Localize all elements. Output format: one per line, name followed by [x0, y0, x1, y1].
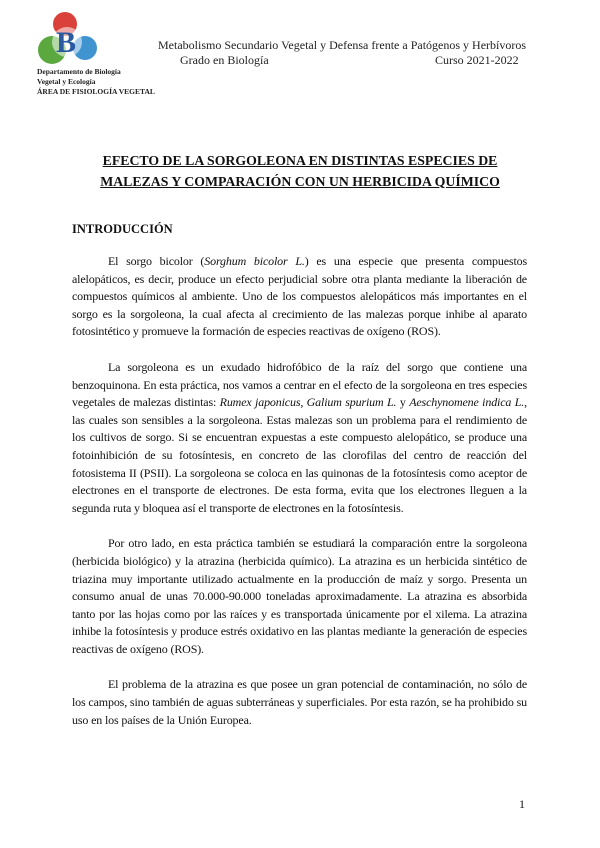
paragraph: Por otro lado, en esta práctica también se estudiará la comparación entre la sorgoleona (herbicida biológico) y la atrazina (herbicida químico). La atrazina es un herbicida sintético de triazina muy importante utilizado actualmente en la producción de maíz y sorgo. Presenta un consumo anual de unas 70.000-90.000 toneladas aproximadamente. La atrazina es absorbida tanto por las hojas como por las raíces y es transportada únicamente por el xilema. La atrazina inhibe la fotosíntesis y produce estrés oxidativo en las plantas mediante la generación de especies reactivas de oxígeno (ROS). [72, 536, 527, 656]
document-title [60, 150, 540, 192]
page-number: 1 [519, 797, 525, 811]
title-line: MALEZAS Y COMPARACIÓN CON UN HERBICIDA QUÍMICO [100, 174, 500, 189]
department-line: Vegetal y Ecología [37, 77, 96, 86]
academic-year: Curso 2021-2022 [435, 53, 519, 67]
paragraph [72, 359, 527, 517]
course-title: Metabolismo Secundario Vegetal y Defensa frente a Patógenos y Herbívoros [158, 38, 527, 52]
text-run: y [396, 395, 410, 410]
text-run: El sorgo bicolor ( [108, 254, 205, 268]
species-name: Aeschynomene indica L. [409, 395, 525, 410]
species-name: Sorghum bicolor L. [204, 254, 305, 268]
paragraph [72, 253, 527, 341]
degree-label: Grado en Biología [180, 53, 269, 67]
text-run: ) es una especie que presenta compuestos alelopáticos, es decir, produce un efecto perjudicial sobre otra planta mediante la liberación de compuestos químicos al ambiente. Uno de los compuestos alelopáticos más importantes en el sorgo es la sorgoleona, la cual afecta al crecimiento de las malezas porque inhibe al aparato fotosintético y promueve la formación de especies reactivas de oxígeno (ROS). [72, 254, 528, 339]
paragraph: El problema de la atrazina es que posee un gran potencial de contaminación, no sólo de los campos, sino también de aguas subterráneas y superficiales. Por esta razón, se ha prohibido su uso en los países de la Unión Europea. [72, 677, 527, 727]
department-line: Departamento de Biología [37, 67, 121, 76]
department-logo-mark [34, 10, 100, 68]
section-heading: INTRODUCCIÓN [72, 222, 173, 236]
body-text [72, 253, 527, 747]
area-line: ÁREA DE FISIOLOGÍA VEGETAL [37, 87, 155, 96]
title-line: EFECTO DE LA SORGOLEONA EN DISTINTAS ESPECIES DE [102, 153, 498, 168]
text-run: La sorgoleona es un exudado hidrofóbico de la raíz del sorgo que contiene una benzoquinona. En esta práctica, nos vamos a centrar en el efecto de la sorgoleona en tres especies vegetales de malezas distintas: [72, 359, 527, 410]
logo-letter: B [56, 26, 77, 59]
text-run: , las cuales son sensibles a la sorgoleona. Estas malezas son un problema para el rendimiento de los cultivos de sorgo. Si se encuentran expuestas a este compuesto alelopático, se produce una fotoinhibición de su fotosíntesis, en concreto de las clorofilas del centro de reacción del fotosistema II (PSII). La sorgoleona se coloca en las quinonas de la fotosíntesis como aceptor de electrones en el transporte de electrones. De esta forma, evita que los electrones lleguen a la segunda ruta y bloquea así el transporte de electrones en la fotosíntesis. [72, 395, 527, 515]
department-logo [34, 10, 100, 68]
species-name: Rumex japonicus, Galium spurium L. [219, 395, 397, 410]
department-name [37, 67, 155, 97]
